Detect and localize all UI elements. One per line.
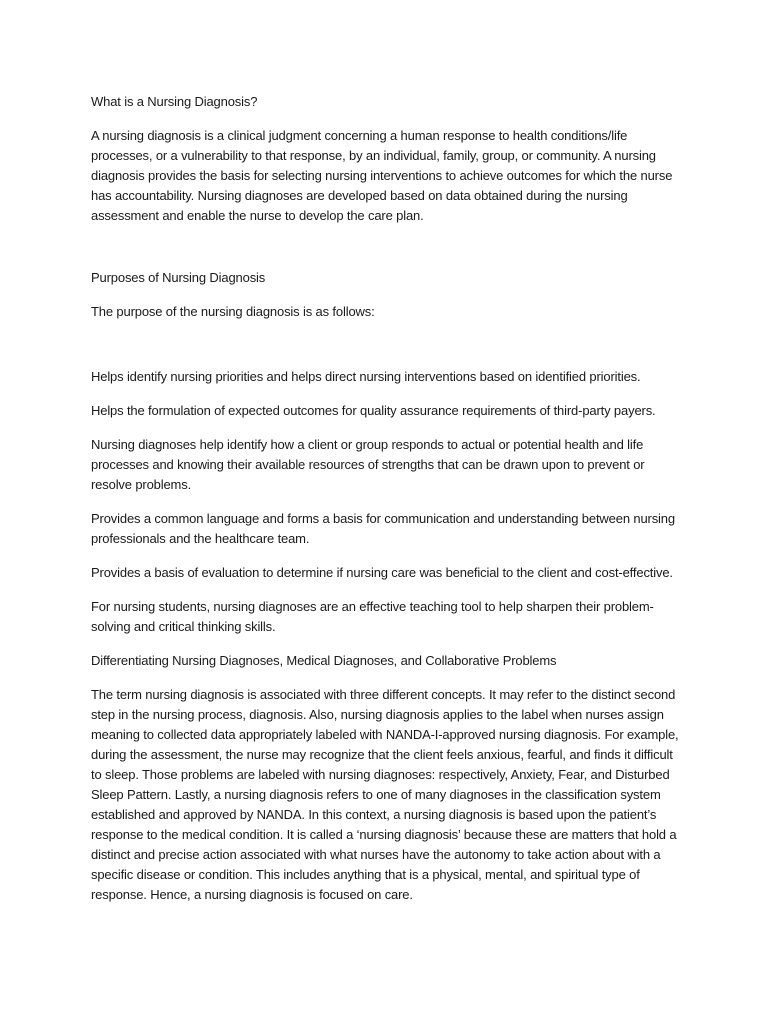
paragraph-definition: A nursing diagnosis is a clinical judgment concerning a human response to health conditions/life processes, or a vulnerability to that response, by an individual, family, group, or community. A nursing diagnosis provides the basis for selecting nursing interventions to achieve outcomes for which the nurse has accountability. Nursing diagnoses are developed based on data obtained during the nursing assessment and enable the nurse to develop the care plan. bbox=[91, 128, 673, 223]
paragraph-differentiating: The term nursing diagnosis is associated with three different concepts. It may refer to the distinct second step in the nursing process, diagnosis. Also, nursing diagnosis applies to the label when nurses assign meaning to collected data appropriately labeled with NANDA-I-approved nursing diagnosis. For example, during the assessment, the nurse may recognize that the client feels anxious, fearful, and finds it difficult to sleep. Those problems are labeled with nursing diagnoses: respectively, Anxiety, Fear, and Disturbed Sleep Pattern. Lastly, a nursing diagnosis refers to one of many diagnoses in the classification system established and approved by NANDA. In this context, a nursing diagnosis is based upon the patient’s response to the medical condition. It is called a ‘nursing diagnosis’ because these are matters that hold a distinct and precise action associated with what nurses have the autonomy to take action about with a specific disease or condition. This includes anything that is a physical, mental, and spiritual type of response. Hence, a nursing diagnosis is focused on care. bbox=[91, 687, 679, 902]
heading-purposes: Purposes of Nursing Diagnosis bbox=[91, 270, 266, 285]
document-body bbox=[91, 92, 683, 905]
purpose-item: Provides a common language and forms a basis for communication and understanding between nursing professionals and the healthcare team. bbox=[91, 511, 675, 546]
paragraph-purpose-intro: The purpose of the nursing diagnosis is as follows: bbox=[91, 304, 375, 319]
purpose-item: Helps identify nursing priorities and helps direct nursing interventions based on identified priorities. bbox=[91, 369, 641, 384]
purpose-item: Helps the formulation of expected outcomes for quality assurance requirements of third-party payers. bbox=[91, 403, 656, 418]
heading-what-is-nursing-diagnosis: What is a Nursing Diagnosis? bbox=[91, 94, 258, 109]
purpose-item: Provides a basis of evaluation to determine if nursing care was beneficial to the client and cost-effective. bbox=[91, 565, 673, 580]
purpose-item: Nursing diagnoses help identify how a client or group responds to actual or potential health and life processes and knowing their available resources of strengths that can be drawn upon to prevent or resolve problems. bbox=[91, 437, 645, 492]
heading-differentiating: Differentiating Nursing Diagnoses, Medical Diagnoses, and Collaborative Problems bbox=[91, 653, 557, 668]
purpose-item: For nursing students, nursing diagnoses are an effective teaching tool to help sharpen their problem-solving and critical thinking skills. bbox=[91, 599, 654, 634]
